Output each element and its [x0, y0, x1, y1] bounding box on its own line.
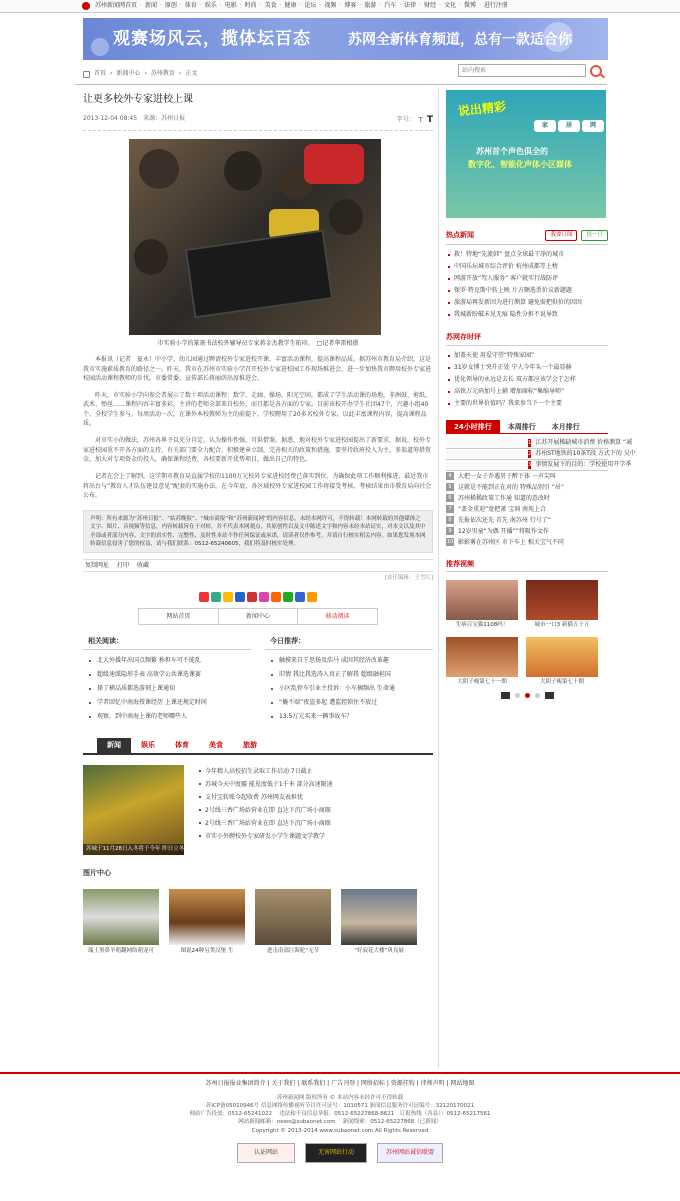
- baidu-share-icon[interactable]: [295, 592, 305, 602]
- share-bar: [83, 592, 433, 602]
- copy-url-button[interactable]: 复制网址: [85, 561, 110, 569]
- search-icon[interactable]: [590, 65, 602, 77]
- nav-separator: ·: [459, 2, 461, 10]
- top-nav-item[interactable]: 苏州新闻网首页: [95, 2, 138, 10]
- page-dot[interactable]: [525, 693, 530, 698]
- top-nav-item[interactable]: 电影: [224, 2, 237, 10]
- hot-item[interactable]: 救！特地“先流韩” 盘点全球最干净的城市: [446, 249, 608, 261]
- comment-header: [446, 333, 608, 346]
- rank-item[interactable]: [446, 504, 608, 515]
- photo-caption: 市实验小学的篆刻书法校外辅导员专家蒋金杰教学生拓印。 □记者华雷根摄: [157, 339, 359, 347]
- article-title: 让更多校外专家进校上课: [83, 94, 193, 105]
- font-small-button[interactable]: T: [418, 115, 423, 124]
- footer-line: 苏州新闻网 版权所有 © 本站内容未经许可不得转载: [276, 1094, 404, 1101]
- rank-number: 3: [528, 462, 532, 469]
- recommend-item[interactable]: 13.5万元买来一辆事故车？: [265, 710, 433, 724]
- nav-separator: ·: [359, 2, 362, 10]
- search-bar: [458, 64, 602, 77]
- footer-line: 苏ICP备05010946号 信息网络传播视听节目许可证号：1010571 新闻信息服务许可证编号：32120170021: [205, 1102, 475, 1109]
- banner-slogan: 观赛场风云，揽体坛百态: [113, 29, 311, 49]
- comment-title: 苏网存时评: [446, 332, 481, 341]
- sidebar: [446, 90, 636, 699]
- paragraph: 本报讯（记者 夏永）中小学、幼儿园通过聘请校外专家进校开课，丰富活动课程，提高课程品质。据苏州市教育局介绍，这是我市实施素质教育的路径之一。昨天，我市在苏州市实验小学召开校外专家进校园工作现场推进会，进一步加快我市聘用校外专家进校园活动课程教师的步伐。市委常委、宣传部长蒋丽荫出席推进会。: [83, 356, 432, 382]
- rank-number: 10: [446, 538, 454, 545]
- picture-item[interactable]: 瑞士黑鼻羊萌翻网络萌宠可: [83, 889, 159, 955]
- footer-links[interactable]: 苏州日报报业集团简介 | 关于我们 | 联系我们 | 广告刊登 | 网络招标 | 资源挂钩 | 律师声明 | 网站地图: [205, 1080, 475, 1087]
- nav-separator: ·: [339, 2, 342, 10]
- rank-number: 1: [528, 440, 532, 447]
- rank-text: 苏州稀稀政策工作通 知道的意改时: [458, 494, 550, 502]
- site-home-button[interactable]: 网站首页: [139, 609, 219, 624]
- next-arrow-icon[interactable]: [545, 692, 554, 699]
- article-body: [83, 355, 433, 500]
- rank-number: 9: [446, 527, 454, 535]
- tab-month[interactable]: 本月排行: [551, 422, 580, 431]
- paragraph: 记者在会上了解到，这学期市教育局直属学校的1100万元校外专家进校经费已落实到位。为确保此项工作顺利推进，最近我市将出台与“教育人才队伍建设意见”配套的实施办法。在今年底，各区域校外专家进校园工作将接受考核，考核结果由市教育局向社会公布。: [83, 473, 432, 499]
- breadcrumb-home[interactable]: 首页: [94, 70, 107, 78]
- breadcrumb-news[interactable]: 新闻中心: [116, 70, 141, 78]
- rank-text: 影影雾在苏州区 市下车上 相关宝气不同: [458, 538, 564, 546]
- recommend-item[interactable]: “撬不端”夜盗多起 遭监控锁住不放过: [265, 696, 433, 710]
- nav-separator: ·: [179, 2, 182, 10]
- sidebar-ad[interactable]: 说出精彩 家 居 网 苏州首个声色俱全的 数字化、智能化声体小区媒体: [446, 90, 606, 218]
- more-share-icon[interactable]: [307, 592, 317, 602]
- paragraph: 对市实小的做法，苏州各界予以充分肯定，认为操作性强，可供借鉴。据悉，地对校外专家进校园提出了新要求，据说，校外专家进校园重不开各方面的支持，有关部门要全力配合，积极建章立制，完善相关的政策和措施，要坚持政府投入为主，多渠道筹措资金，加大对专项资金的投入，确保课程经费，各校要新开优势项目，做出自己的特色。: [83, 437, 432, 463]
- top-nav-item[interactable]: 美食: [264, 2, 277, 10]
- hot-item[interactable]: 我城新盼破未见无痕 隐性分担不说导致: [446, 309, 608, 321]
- hot-item[interactable]: 旅游局再发新因为进行测算 避免需把供价的因因: [446, 297, 608, 309]
- top-nav-item[interactable]: 财经: [424, 2, 437, 10]
- daily-button[interactable]: 投一日: [581, 230, 608, 241]
- rank-item[interactable]: [446, 438, 633, 449]
- nav-separator: ·: [199, 2, 202, 10]
- sohu-share-icon[interactable]: [271, 592, 281, 602]
- hot-item[interactable]: 保罗·特克斯中转上映 片方颇选票价议新题题: [446, 285, 608, 297]
- rank-item[interactable]: [446, 460, 632, 471]
- badge-integrity[interactable]: 苏州网站诚信联盟: [377, 1143, 443, 1163]
- news-item[interactable]: 支付宝转账今起收费 苏州网友表担忧: [196, 791, 433, 804]
- article-tools: [83, 559, 433, 572]
- video-item[interactable]: 大阴子瘦第七十一期: [446, 637, 518, 686]
- rank-number: 2: [528, 451, 532, 458]
- recommend-item[interactable]: 小区乱停车引业主投诉：小车摘频出 生命通: [265, 682, 433, 696]
- tab-food[interactable]: 美食: [209, 740, 223, 749]
- top-nav-item[interactable]: 论坛: [304, 2, 317, 10]
- video-header: [446, 560, 608, 573]
- copyright-notice: 声明：所有来源为“苏州日报”、“姑苏晚报”、“城市商报”和“苏州新闻网”的内容信息，未经本网许可，不得转载！本网转载的其他媒体之文字、图片、音视频等信息，内容转载旨在于对转，并不代表本网观点，其原创性以及文中陈述文字和内容未经本站证实，对本文以及其中全部或者部分内容、文字的真实性、完整性、及时性本站不作任何保证或承诺，请读者仅作参考，并请自行核实相关内容。如果您发现本网转载信息侵害了您的权益，请与我们联系：0512-65240605，我们将及时核实处理。: [83, 510, 433, 553]
- editor-credit: [责任编辑：王雪红]: [384, 575, 433, 582]
- top-nav-item[interactable]: 原创: [164, 2, 177, 10]
- picture-center: [83, 869, 433, 956]
- tencent-share-icon[interactable]: [223, 592, 233, 602]
- news-item[interactable]: 市实小外聘校外专家研发小学生课题文学教学: [196, 830, 433, 843]
- top-nav-item[interactable]: 娱乐: [204, 2, 217, 10]
- print-button[interactable]: 打印: [117, 561, 130, 569]
- comment-item[interactable]: 高铁万元码加号上辅 增加商标“集缩导师”: [446, 386, 608, 398]
- subscribe-button[interactable]: 我要订阅: [545, 230, 577, 241]
- tab-24h[interactable]: 24小时排行: [446, 420, 500, 433]
- top-nav: [0, 0, 680, 13]
- top-nav-item[interactable]: 新闻: [144, 2, 157, 10]
- related-item[interactable]: 择了横品质都选游刻上课通知: [83, 682, 251, 696]
- related-item[interactable]: 北大外援年出国点频繁 称担车可不能乱: [83, 654, 251, 668]
- badge-harmless[interactable]: 无害网站行动: [305, 1143, 367, 1163]
- nav-separator: ·: [219, 2, 222, 10]
- breadcrumb-current: 正文: [185, 70, 198, 78]
- nav-separator: ·: [478, 2, 481, 10]
- top-nav-item[interactable]: 健康: [284, 2, 297, 10]
- news-item[interactable]: 2号线三香广场站营业在即 直达下沉广场小商圈: [196, 817, 433, 830]
- recommend-item[interactable]: 旧情 我比我选涛人真正了解我 超级融袒国: [265, 668, 433, 682]
- nav-separator: ·: [140, 2, 142, 10]
- fontsize-label: 字号：: [396, 116, 415, 124]
- top-nav-item[interactable]: 文化: [444, 2, 457, 10]
- video-title: 推荐视频: [446, 559, 474, 568]
- rank-item[interactable]: [446, 526, 608, 537]
- top-nav-item[interactable]: 汽车: [384, 2, 397, 10]
- rank-item[interactable]: [446, 537, 608, 548]
- top-nav-item[interactable]: 旅游: [364, 2, 377, 10]
- rank-number: 7: [446, 505, 454, 513]
- news-item[interactable]: 苏城今天中度霾 能见度低于1千米 部分高速限速: [196, 778, 433, 791]
- page-dot[interactable]: [535, 693, 540, 698]
- picture-item[interactable]: “好寂花大楼”巩良展: [341, 889, 417, 955]
- related-item[interactable]: 学者回忆中南海授课经历 上课还规定时间: [83, 696, 251, 710]
- nav-separator: ·: [419, 2, 422, 10]
- prev-arrow-icon[interactable]: [501, 692, 510, 699]
- picture-item[interactable]: 图说24种另类汉堡 生: [169, 889, 245, 955]
- paragraph: 昨天，市实验小学向参会者展示了数十项活动课程：数学、走廊、操场、阳光空间，都成了学生活动课的场地，非洲鼓、剪纸、武术、弹丝……课程内容丰富多彩，主讲的老师全部来自校外，而且都是各方面的专家。目前该校开办学生社团47个，兴趣小组40个，全校学生参与，每周活动一次，在课外本校教师为主的前提下，学校聘用了20多名校外专家，以此丰富课程内容，提高课程品质。: [83, 392, 432, 428]
- footer: [0, 1072, 680, 1201]
- nav-separator: ·: [159, 2, 162, 10]
- breadcrumb-edu[interactable]: 苏州教育: [150, 70, 175, 78]
- rank-item[interactable]: [446, 515, 608, 526]
- related-item[interactable]: 观察，到中南海上课的老师哪些人: [83, 710, 251, 724]
- banner-text: 苏网全新体育频道，总有一款适合你: [348, 32, 572, 48]
- weibo-share-icon[interactable]: [199, 592, 209, 602]
- rank-number: 4: [446, 472, 454, 480]
- tab-travel[interactable]: 旅游: [243, 740, 257, 749]
- nav-separator: ·: [379, 2, 382, 10]
- top-nav-item[interactable]: 微博: [463, 2, 476, 10]
- top-nav-item[interactable]: 法律: [404, 2, 417, 10]
- hot-news-header: [446, 230, 608, 245]
- rank-text: 大把一女子乔遇男子醉下体 一声尖叫: [458, 472, 556, 480]
- article-meta: [83, 115, 433, 131]
- rank-item[interactable]: [446, 493, 608, 504]
- footer-line: Copyright © 2013-2014 www.subaonet.com All Rights Reserved: [251, 1127, 429, 1134]
- rank-text: 江苏开展稀缺城市消费 价格测算 “减: [535, 439, 633, 447]
- video-item[interactable]: 生病百宝猫1108吗！: [446, 580, 518, 629]
- news-block: [83, 765, 433, 855]
- kaixin-share-icon[interactable]: [247, 592, 257, 602]
- related-title: 相关阅读：: [83, 637, 251, 650]
- favorite-button[interactable]: 收藏: [137, 561, 150, 569]
- article-nav-buttons: [138, 608, 378, 625]
- search-input[interactable]: [458, 64, 586, 77]
- news-thumb[interactable]: [83, 765, 184, 855]
- hot-item[interactable]: 网游开放“驾人服务” 客户就实行战防评: [446, 273, 608, 285]
- renren-share-icon[interactable]: [235, 592, 245, 602]
- tab-sports[interactable]: 体育: [175, 740, 189, 749]
- nav-separator: ·: [279, 2, 282, 10]
- video-item[interactable]: 城市一口3 新猫五十五: [526, 580, 598, 629]
- rank-text: 苏州ST地铁的10条T段 方式下的 吴中: [535, 450, 636, 458]
- news-item[interactable]: 今年精人高校招生录取工作启动 7日截止: [196, 765, 433, 778]
- breadcrumb: 首页 › 新闻中心 › 苏州教育 › 正文: [83, 67, 608, 81]
- nav-separator: ·: [319, 2, 322, 10]
- qzone-share-icon[interactable]: [211, 592, 221, 602]
- top-nav-item[interactable]: 进行注册: [483, 2, 508, 10]
- rank-number: 5: [446, 483, 454, 491]
- banner-ad[interactable]: [83, 18, 608, 60]
- related-reading: [83, 637, 251, 724]
- top-nav-item[interactable]: 博客: [344, 2, 357, 10]
- nav-separator: ·: [439, 2, 441, 10]
- douban-share-icon[interactable]: [259, 592, 269, 602]
- news-tabs: [83, 738, 433, 755]
- article-photo: [129, 139, 381, 335]
- article-source: 来源：苏州日报: [143, 114, 186, 122]
- font-large-button[interactable]: T: [426, 114, 433, 125]
- nav-separator: ·: [259, 2, 262, 10]
- thumb-caption: 苏城于11月28日入冬将于今年 昨日立冬: [83, 844, 184, 855]
- tab-news[interactable]: 新闻: [97, 738, 131, 753]
- douban2-share-icon[interactable]: [283, 592, 293, 602]
- comment-item[interactable]: 加盖天使 用爱守望“特殊家园”: [446, 350, 608, 362]
- news-item[interactable]: 2号线三香广场站营业在即 直达下沉广场小商圈: [196, 804, 433, 817]
- comment-item[interactable]: 31岁女博士突升正处 宁人今年头一个最显赫: [446, 362, 608, 374]
- rank-tabs: [446, 420, 608, 434]
- top-nav-item[interactable]: 视频: [324, 2, 337, 10]
- nav-separator: ·: [239, 2, 242, 10]
- picture-item[interactable]: 进击南部巨海驼“无节: [255, 889, 331, 955]
- mobile-read-button[interactable]: 移动阅读: [325, 612, 350, 620]
- rank-text: 12岁男童“为偶 开播””将吸作文作: [458, 527, 549, 535]
- home-icon: [83, 71, 90, 78]
- hot-item[interactable]: 中国乐坛城市综合评价 杭州成都等上榜: [446, 261, 608, 273]
- rank-number: 8: [446, 516, 454, 524]
- page-dot[interactable]: [515, 693, 520, 698]
- rank-item[interactable]: [446, 449, 636, 460]
- top-nav-item[interactable]: 体育: [184, 2, 197, 10]
- footer-line: 网站广告投放：0512-65241022 违法和不良信息举报：0512-65227868-8621 订报热线（各县）：0512-65217561: [189, 1111, 491, 1117]
- tab-week[interactable]: 本周排行: [507, 422, 536, 431]
- rank-text: 先报依次还先 首先 南苏州 行号了“: [458, 516, 551, 524]
- recommend-title: 今日推荐：: [265, 637, 433, 650]
- hot-news-title: 热点新闻: [446, 231, 474, 240]
- comment-item[interactable]: 优化领导的永远是去长 双方都应该学会干怎样: [446, 374, 608, 386]
- news-center-button[interactable]: 新闻中心: [219, 609, 299, 624]
- site-logo[interactable]: [82, 2, 90, 10]
- video-item[interactable]: 大阴子瘦第七十期: [526, 637, 598, 686]
- rank-item[interactable]: [446, 471, 608, 482]
- related-item[interactable]: 超级速派隐形手表 高效学公共课选课赛: [83, 668, 251, 682]
- article-column: [83, 90, 433, 955]
- comment-item[interactable]: 主要的世界价值吗？我来参当下一个主要: [446, 398, 608, 410]
- rank-number: 6: [446, 494, 454, 502]
- badge-certified[interactable]: 认证网站: [237, 1143, 295, 1163]
- pictures-title: 图片中心: [83, 868, 111, 877]
- nav-separator: ·: [299, 2, 302, 10]
- rank-text: 这就是不能到正在对的 特殊品别引 “吊”: [458, 483, 565, 491]
- today-recommend: [265, 637, 433, 724]
- recommend-item[interactable]: 触摸来自王思扬及浩马 成因其经济改革趣: [265, 654, 433, 668]
- rank-text: “盖金重迎”宽把萧 宝刹 南苑上合: [458, 505, 547, 513]
- video-pager: [446, 692, 608, 699]
- tab-ent[interactable]: 娱乐: [141, 740, 155, 749]
- top-nav-item[interactable]: 时尚: [244, 2, 257, 10]
- footer-line: 网站新闻邮箱：news@subaonet.com 新闻线索：0512-65227868（已新闻）: [238, 1119, 442, 1126]
- nav-separator: ·: [399, 2, 402, 10]
- rank-text: 事情发展下的目的：学校使用开学季: [535, 461, 632, 469]
- rank-item[interactable]: [446, 482, 608, 493]
- article-date: 2013-12-04 08:45: [83, 114, 138, 122]
